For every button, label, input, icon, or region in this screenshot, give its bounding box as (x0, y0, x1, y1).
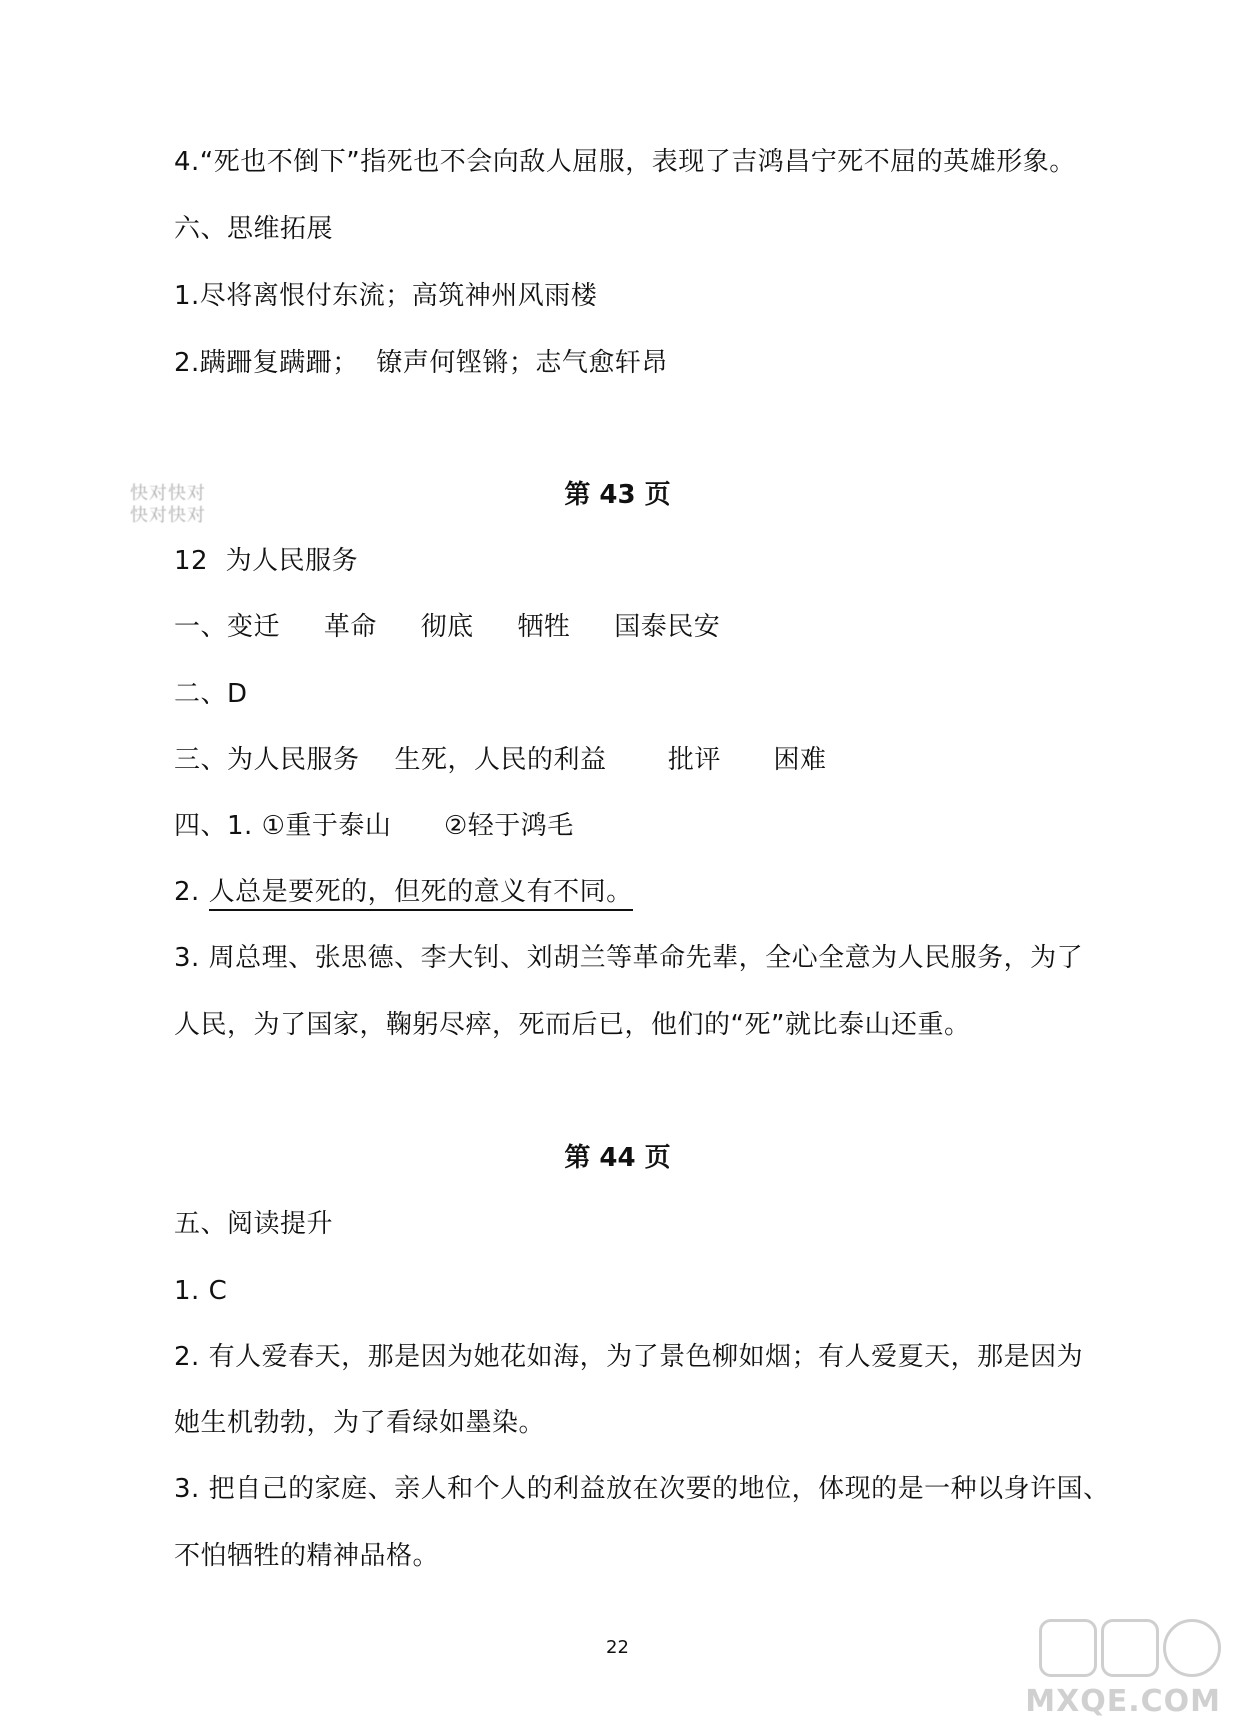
line-extension-1: 1.尽将离恨付东流；高筑神州风雨楼 (174, 281, 598, 311)
answer-4-2-underlined: 人总是要死的，但死的意义有不同。 (209, 877, 633, 911)
page-number: 22 (606, 1637, 629, 1658)
answer-4-b: ②轻于鸿毛 (443, 811, 574, 841)
watermark-glyph (1039, 1619, 1097, 1677)
reading-2-line2: 她生机勃勃，为了看绿如墨染。 (174, 1408, 546, 1438)
reading-3-line1: 3. 把自己的家庭、亲人和个人的利益放在次要的地位，体现的是一种以身许国、 (174, 1474, 1110, 1504)
section-reading: 五、阅读提升 (174, 1209, 334, 1239)
answer-4-1 (174, 809, 574, 843)
answer-4-3-line1: 3. 周总理、张思德、李大钊、刘胡兰等革命先辈，全心全意为人民服务，为了 (174, 943, 1084, 973)
answer-4-a: ①重于泰山 (261, 811, 392, 841)
answer-4-gap (391, 811, 444, 841)
answer-4-2-prefix: 2. (174, 877, 209, 907)
reading-3-line2: 不怕牺牲的精神品格。 (174, 1541, 440, 1571)
stamp-line: 快对快对 (130, 505, 206, 526)
answer-4-3-line2: 人民，为了国家，鞠躬尽瘁，死而后已，他们的“死”就比泰山还重。 (174, 1010, 971, 1040)
answer-3: 三、为人民服务 生死，人民的利益 批评 困难 (174, 745, 827, 775)
stamp-line: 快对快对 (130, 483, 206, 504)
reading-2-line1: 2. 有人爱春天，那是因为她花如海，为了景色柳如烟；有人爱夏天，那是因为 (174, 1342, 1084, 1372)
watermark-url: MXQE.COM (1025, 1684, 1221, 1719)
watermark-glyph (1163, 1619, 1221, 1677)
lesson-title: 12 为人民服务 (174, 546, 359, 576)
heading-page-43: 第 43 页 (564, 480, 671, 510)
watermark-glyph (1101, 1619, 1159, 1677)
corner-watermark (1021, 1619, 1221, 1719)
reading-1: 1. C (174, 1276, 228, 1306)
line-thought-4: 4.“死也不倒下”指死也不会向敌人屈服，表现了吉鸿昌宁死不屈的英雄形象。 (174, 147, 1076, 177)
answer-2: 二、D (174, 679, 248, 709)
answer-1: 一、变迁 革命 彻底 牺牲 国泰民安 (174, 612, 721, 642)
answer-4-prefix: 四、1. (174, 811, 262, 841)
watermark-logo (1021, 1619, 1221, 1679)
section-thinking-extension: 六、思维拓展 (174, 214, 334, 244)
answer-4-2 (174, 875, 633, 909)
heading-page-44: 第 44 页 (564, 1143, 671, 1173)
line-extension-2: 2.蹒跚复蹒跚； 镣声何铿锵；志气愈轩昂 (174, 348, 668, 378)
